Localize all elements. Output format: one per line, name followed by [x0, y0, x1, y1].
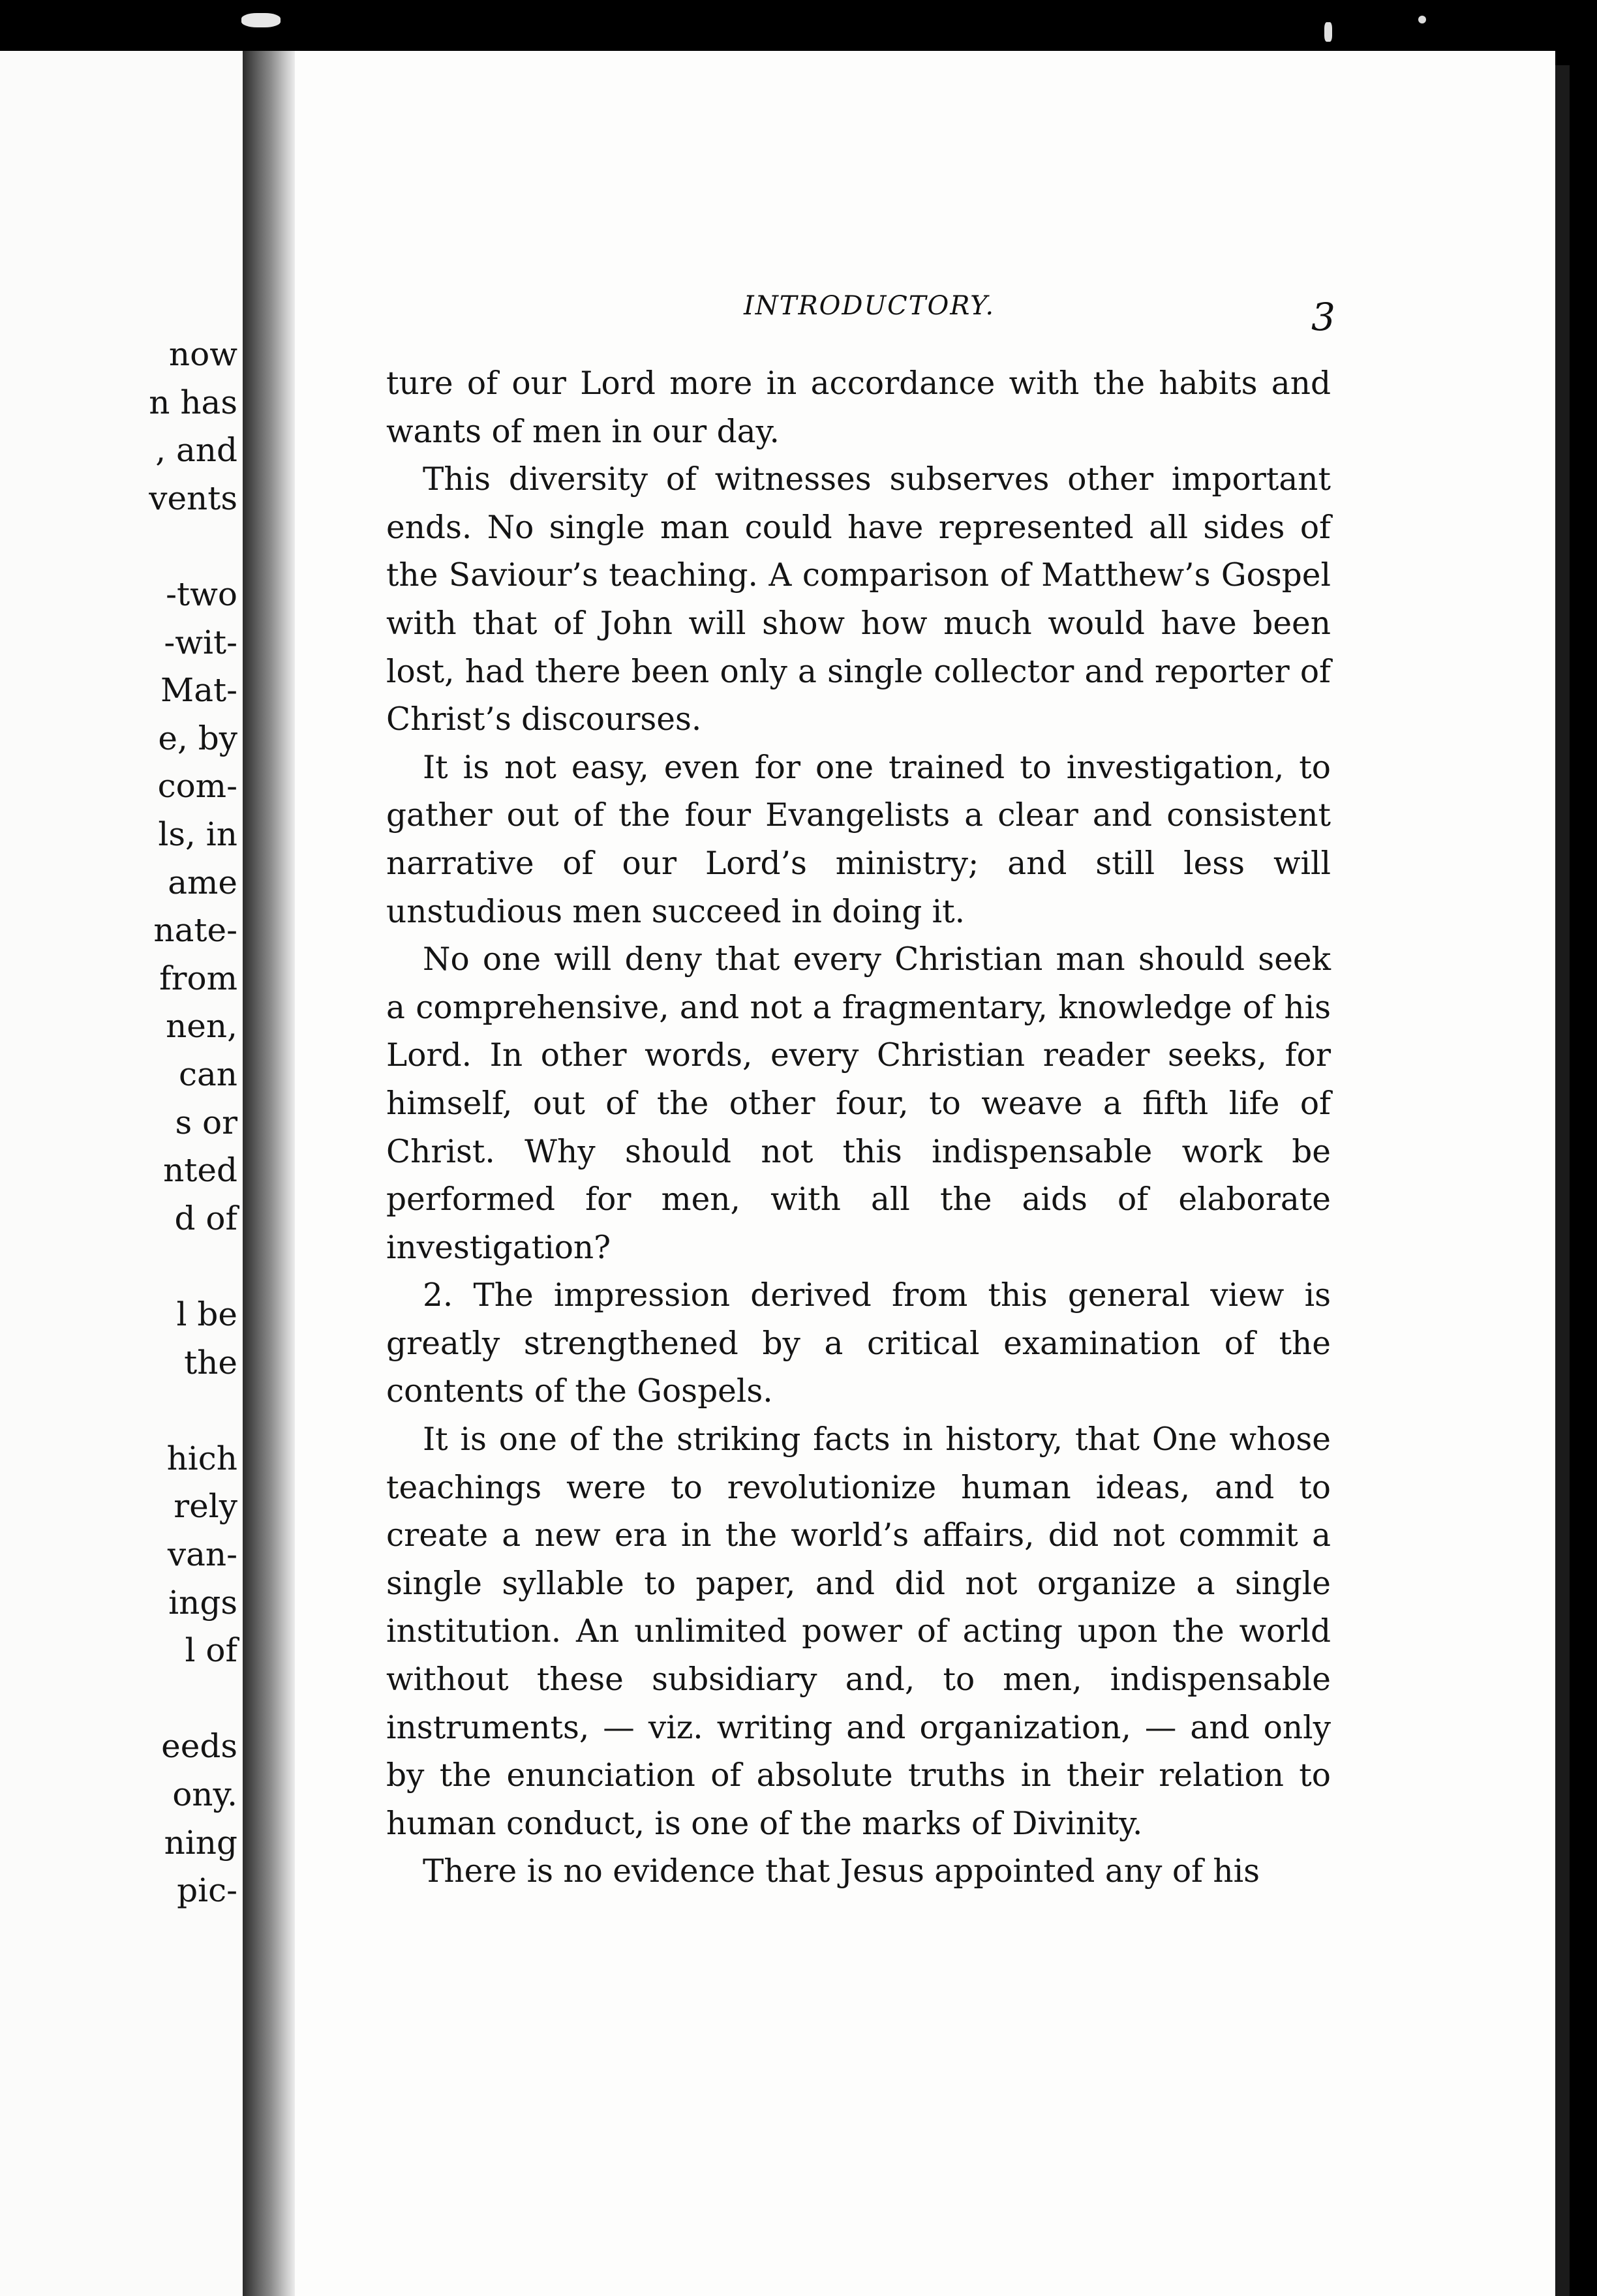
left-page-line-fragment: vents: [149, 479, 237, 517]
left-facing-page: [0, 51, 243, 2296]
page-header: [295, 240, 1555, 339]
body-text: [386, 360, 1331, 1896]
left-page-line-fragment: -wit-: [164, 623, 237, 661]
running-head: INTRODUCTORY.: [744, 291, 996, 321]
left-page-line-fragment: from: [159, 959, 237, 997]
left-page-line-fragment: nen,: [166, 1007, 237, 1046]
left-page-line-fragment: nted: [163, 1151, 237, 1190]
paragraph: It is one of the striking facts in history, that One whose teachings were to revolutionize human ideas, and to create a new era in the world’s affairs, did not commit a single syllable to paper, and did not organize a single institution. An unlimited power of acting upon the world without these subsidiary and, to men, indispensable instruments, — viz. writing and organization, — and only by the enunciation of absolute truths in their relation to human conduct, is one of the marks of Divinity.: [386, 1421, 1331, 1842]
left-page-line-fragment: Mat-: [160, 671, 237, 710]
left-page-line-fragment: ning: [164, 1823, 237, 1862]
left-page-line-fragment: hich: [166, 1439, 237, 1477]
left-page-line-fragment: e, by: [158, 719, 237, 757]
scan-speck: [1418, 16, 1426, 23]
left-page-line-fragment: n has: [149, 383, 237, 421]
paragraph: It is not easy, even for one trained to investigation, to gather out of the four Evangelists a clear and consistent narrative of our Lord’s ministry; and still less will unstudious men succeed in doing it.: [386, 749, 1331, 930]
left-page-line-fragment: ony.: [172, 1775, 237, 1813]
right-page: [295, 51, 1555, 2296]
paragraph: No one will deny that every Christian man should seek a comprehensive, and not a fragmentary, knowledge of his Lord. In other words, every Christian reader seeks, for himself, out of the other four, to weave a fifth life of Christ. Why should not this indispensable work be performed for men, with all the aids of elaborate investigation?: [386, 941, 1331, 1266]
book-gutter-shadow: [243, 51, 295, 2296]
left-page-line-fragment: van-: [167, 1535, 237, 1573]
left-page-line-fragment: rely: [174, 1487, 237, 1526]
left-page-line-fragment: l be: [176, 1295, 237, 1333]
paragraph: 2. The impression derived from this general view is greatly strengthened by a critical examination of the contents of the Gospels.: [386, 1277, 1331, 1410]
left-page-line-fragment: , and: [155, 431, 237, 470]
scan-speck: [241, 13, 281, 27]
left-page-line-fragment: eeds: [161, 1727, 237, 1766]
paragraph-continuation: ture of our Lord more in accordance with the habits and wants of men in our day.: [386, 365, 1331, 450]
left-page-line-fragment: d of: [174, 1199, 237, 1237]
page-edge-shadow: [1555, 65, 1570, 2296]
left-page-line-fragment: s or: [175, 1103, 237, 1141]
left-page-line-fragment: the: [184, 1343, 237, 1382]
left-page-line-fragment: ls, in: [158, 815, 237, 853]
paragraph: There is no evidence that Jesus appointed any of his: [423, 1853, 1260, 1890]
scan-speck: [1324, 22, 1332, 42]
left-page-line-fragment: com-: [157, 767, 237, 806]
left-page-line-fragment: pic-: [177, 1871, 237, 1910]
left-page-line-fragment: l of: [185, 1631, 237, 1670]
left-page-line-fragment: -two: [166, 575, 237, 613]
left-page-line-fragment: ame: [168, 863, 237, 901]
paragraph: This diversity of witnesses subserves other important ends. No single man could have represented all sides of the Saviour’s teaching. A comparison of Matthew’s Gospel with that of John will show how much would have been lost, had there been only a single collector and reporter of Christ’s discourses.: [386, 461, 1331, 738]
left-page-line-fragment: can: [178, 1055, 237, 1093]
left-page-line-fragment: now: [168, 335, 237, 373]
page-number: 3: [1311, 295, 1335, 339]
left-page-line-fragment: nate-: [153, 911, 237, 950]
left-page-line-fragment: ings: [168, 1583, 237, 1622]
